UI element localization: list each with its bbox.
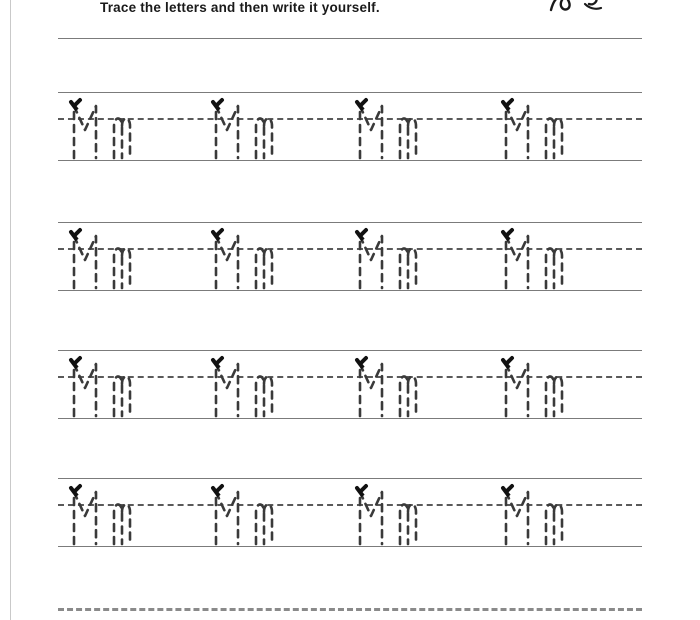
lowercase-m-trace: [394, 96, 446, 160]
row-top-rule: [58, 478, 642, 479]
left-margin-rule: [10, 0, 11, 620]
lowercase-m-trace: [540, 482, 592, 546]
instruction-text: Trace the letters and then write it yourself.: [100, 0, 380, 15]
lowercase-m-trace: [108, 354, 160, 418]
lowercase-m-trace: [250, 354, 302, 418]
lowercase-m-trace: [394, 226, 446, 290]
lowercase-m-trace: [108, 482, 160, 546]
lowercase-m-trace: [540, 226, 592, 290]
row-top-rule: [58, 350, 642, 351]
lowercase-m-trace: [540, 96, 592, 160]
row-bottom-rule: [58, 290, 642, 291]
row-bottom-rule: [58, 418, 642, 419]
scribble-doodle-icon: [545, 0, 605, 14]
row-top-rule: [58, 92, 642, 93]
lowercase-m-trace: [394, 354, 446, 418]
row-bottom-rule: [58, 160, 642, 161]
dashed-cut-line: [58, 608, 642, 611]
lowercase-m-trace: [394, 482, 446, 546]
header-rule: [58, 38, 642, 39]
lowercase-m-trace: [250, 482, 302, 546]
lowercase-m-trace: [108, 226, 160, 290]
row-bottom-rule: [58, 546, 642, 547]
lowercase-m-trace: [540, 354, 592, 418]
lowercase-m-trace: [250, 96, 302, 160]
lowercase-m-trace: [108, 96, 160, 160]
row-top-rule: [58, 222, 642, 223]
lowercase-m-trace: [250, 226, 302, 290]
